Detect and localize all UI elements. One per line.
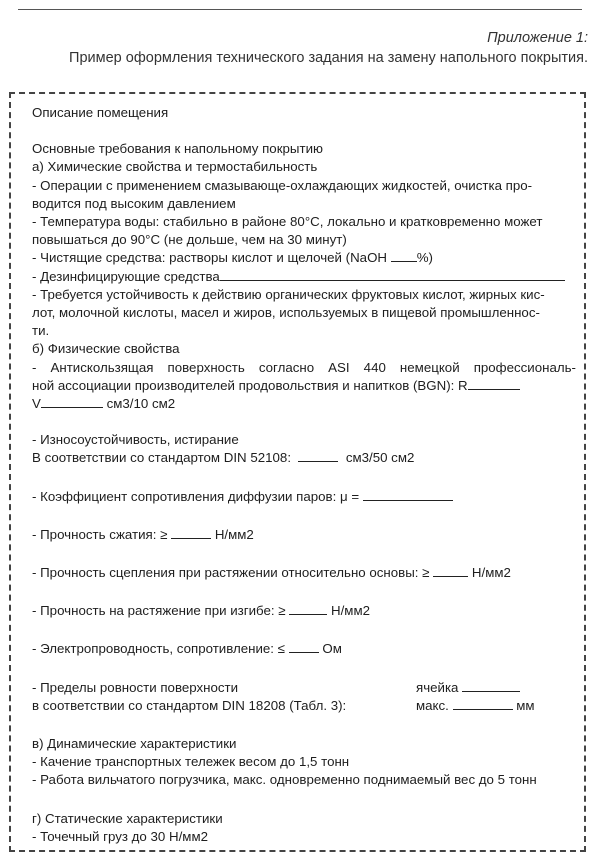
- cell-field: [416, 679, 576, 697]
- conductivity-label: - Электропроводность, сопротивление: ≤: [32, 641, 285, 657]
- din52108-line: [32, 449, 576, 467]
- disinfectants-line: [32, 268, 576, 286]
- resistance-line-3: ти.: [32, 323, 50, 339]
- operations-line-2: водится под высоким давлением: [32, 195, 236, 211]
- appendix-title: Приложение 1:: [487, 30, 588, 46]
- adhesion-strength-unit: Н/мм2: [471, 565, 511, 581]
- r-value-blank[interactable]: [468, 377, 520, 390]
- max-field: [416, 697, 576, 715]
- din52108-label: В соответствии со стандартом DIN 52108:: [32, 450, 292, 466]
- wear-resistance-line: - Износоустойчивость, истирание: [32, 432, 239, 448]
- abrasion-unit: см3/50 см2: [345, 450, 415, 466]
- temperature-line-1: - Температура воды: стабильно в районе 80°С, локально и кратковременно может: [32, 214, 543, 230]
- compressive-strength-label: - Прочность сжатия: ≥: [32, 526, 168, 542]
- disinfectants-blank[interactable]: [220, 268, 565, 281]
- flatness-row-1: [32, 679, 576, 697]
- disinfectants-label: - Дезинфицирующие средства: [32, 268, 220, 284]
- flexural-strength-label: - Прочность на растяжение при изгибе: ≥: [32, 603, 286, 619]
- adhesion-strength-blank[interactable]: [433, 564, 468, 577]
- compressive-strength-unit: Н/мм2: [214, 526, 254, 542]
- compressive-strength-blank[interactable]: [171, 526, 211, 539]
- vapor-diffusion-label: - Коэффициент сопротивления диффузии паров: μ =: [32, 488, 360, 504]
- v-label: V: [32, 396, 41, 412]
- mm-unit: мм: [516, 697, 535, 713]
- spec-frame: [9, 92, 586, 852]
- section-c-title: в) Динамические характеристики: [32, 736, 237, 752]
- cell-blank[interactable]: [462, 679, 520, 692]
- main-requirements-heading: Основные требования к напольному покрытию: [32, 141, 323, 157]
- max-blank[interactable]: [453, 697, 513, 710]
- mu-blank[interactable]: [363, 488, 453, 501]
- room-description-heading: Описание помещения: [32, 105, 169, 120]
- section-d-title: г) Статические характеристики: [32, 810, 223, 826]
- resistance-line-1: - Требуется устойчивость к действию органических фруктовых кислот, жирных кис-: [32, 286, 545, 302]
- v-unit: см3/10 см2: [106, 396, 176, 412]
- anti-slip-line-2: [32, 377, 576, 395]
- conductivity-unit: Ом: [322, 641, 342, 657]
- flatness-row-2: [32, 697, 576, 715]
- operations-line-1: - Операции с применением смазывающе-охлаждающих жидкостей, очистка про-: [32, 177, 533, 193]
- din18208-label: в соответствии со стандартом DIN 18208 (Табл. 3):: [32, 697, 347, 713]
- anti-slip-line-1: - Антискользящая поверхность согласно ASI 440 немецкой профессиональ-: [32, 359, 576, 375]
- compressive-strength-line: [32, 526, 576, 544]
- vapor-diffusion-line: [32, 488, 576, 506]
- conductivity-line: [32, 640, 576, 658]
- anti-slip-text: ной ассоциации производителей продовольствия и напитков (BGN): R: [32, 377, 468, 393]
- flexural-strength-unit: Н/мм2: [331, 603, 370, 619]
- carts-line: - Качение транспортных тележек весом до 1,5 тонн: [32, 754, 350, 770]
- resistance-line-2: лот, молочной кислоты, масел и жиров, используемых в пищевой промышленнос-: [32, 305, 540, 321]
- naoh-blank[interactable]: [391, 249, 417, 262]
- top-rule: [18, 9, 582, 10]
- temperature-line-2: повышаться до 90°С (не дольше, чем на 30 минут): [32, 232, 347, 248]
- cleaning-agents-line: [32, 249, 576, 267]
- conductivity-blank[interactable]: [289, 640, 319, 653]
- section-b-title: б) Физические свойства: [32, 341, 180, 357]
- adhesion-strength-label: - Прочность сцепления при растяжении относительно основы: ≥: [32, 565, 430, 581]
- flatness-label: - Пределы ровности поверхности: [32, 679, 239, 695]
- max-label: макс.: [416, 697, 449, 713]
- flexural-strength-blank[interactable]: [289, 602, 327, 615]
- adhesion-strength-line: [32, 564, 576, 582]
- forklift-line: - Работа вильчатого погрузчика, макс. одновременно поднимаемый вес до 5 тонн: [32, 772, 537, 788]
- anti-slip-line-3: [32, 395, 576, 413]
- flexural-strength-line: [32, 602, 576, 620]
- appendix-subtitle: Пример оформления технического задания на замену напольного покрытия.: [69, 50, 588, 66]
- percent-sign: %): [416, 250, 433, 266]
- abrasion-blank[interactable]: [298, 449, 338, 462]
- section-a-title: а) Химические свойства и термостабильность: [32, 159, 318, 175]
- cell-label: ячейка: [416, 679, 459, 695]
- v-value-blank[interactable]: [41, 395, 103, 408]
- cleaning-agents-label: - Чистящие средства: растворы кислот и щелочей (NaOH: [32, 250, 388, 266]
- point-load-line: - Точечный груз до 30 Н/мм2: [32, 828, 208, 844]
